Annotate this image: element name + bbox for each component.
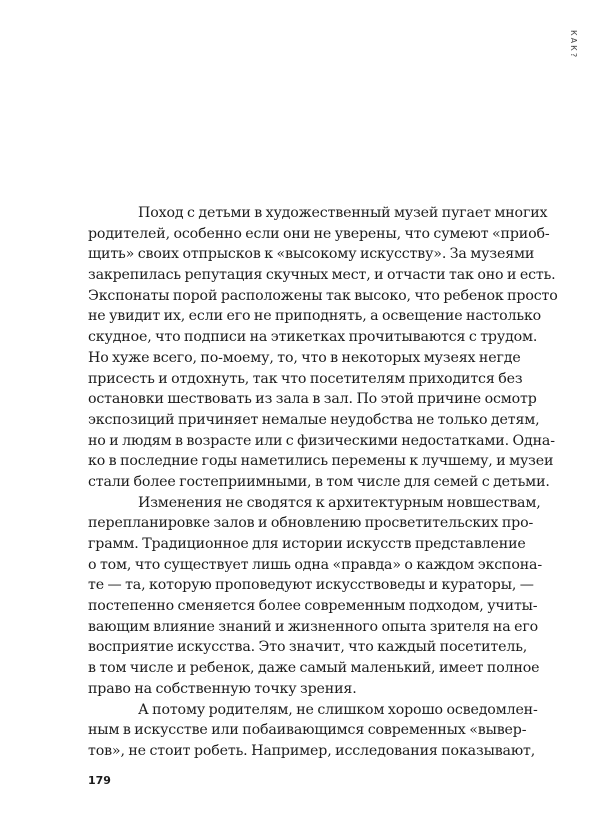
text-line: А потому родителям, не слишком хорошо осведомлен- [138,701,538,718]
text-line: присесть и отдохнуть, так что посетителям приходится без [88,370,523,387]
text-line: тов», не стоит робеть. Например, исследования показывают, [88,742,536,759]
text-line: грамм. Традиционное для истории искусств представление [88,536,526,552]
text-line: Поход с детьми в художественный музей пугает многих [138,205,548,221]
text-line: но и людям в возрасте или с физическими недостатками. Одна- [88,432,555,449]
text-line: стали более гостеприимными, в том числе для семей с детьми. [88,473,550,490]
text-line: вающим влияние знаний и жизненного опыта зрителя на его [88,618,538,635]
text-line: о том, что существует лишь одна «правда» о каждом экспона- [88,556,542,573]
text-line: щить» своих отпрысков к «высокому искусству». За музеями [88,246,535,263]
text-line: Но хуже всего, по-моему, то, что в некоторых музеях негде [88,349,521,366]
text-line: в том числе и ребенок, даже самый маленький, имеет полное [88,660,540,677]
text-line: Изменения не сводятся к архитектурным новшествам, [138,494,541,511]
text-line: право на собственную точку зрения. [88,680,357,697]
body-text [88,203,563,762]
text-line: скудное, что подписи на этикетках прочитываются с трудом. [88,329,538,346]
text-line: не увидит их, если его не приподнять, а освещение настолько [88,308,542,325]
text-line: ным в искусстве или побаивающимся современных «вывер- [88,722,527,739]
text-line: Экспонаты порой расположены так высоко, что ребенок просто [88,287,558,304]
running-head: КАК? [569,30,578,60]
text-line: остановки шествовать из зала в зал. По этой причине осмотр [88,391,537,408]
text-line: восприятие искусства. Это значит, что каждый посетитель, [88,639,528,656]
page-number: 179 [88,774,111,787]
text-line: экспозиций причиняет немалые неудобства не только детям, [88,411,540,428]
text-line: закрепилась репутация скучных мест, и отчасти так оно и есть. [88,267,556,284]
text-line: перепланировке залов и обновлению просветительских про- [88,515,534,532]
text-line: родителей, особенно если они не уверены, что сумеют «приоб- [88,225,550,242]
text-line: те — та, которую проповедуют искусствоведы и кураторы, — [88,577,534,594]
text-line: ко в последние годы наметились перемены к лучшему, и музеи [88,453,554,470]
text-line: постепенно сменяется более современным подходом, учиты- [88,598,538,615]
